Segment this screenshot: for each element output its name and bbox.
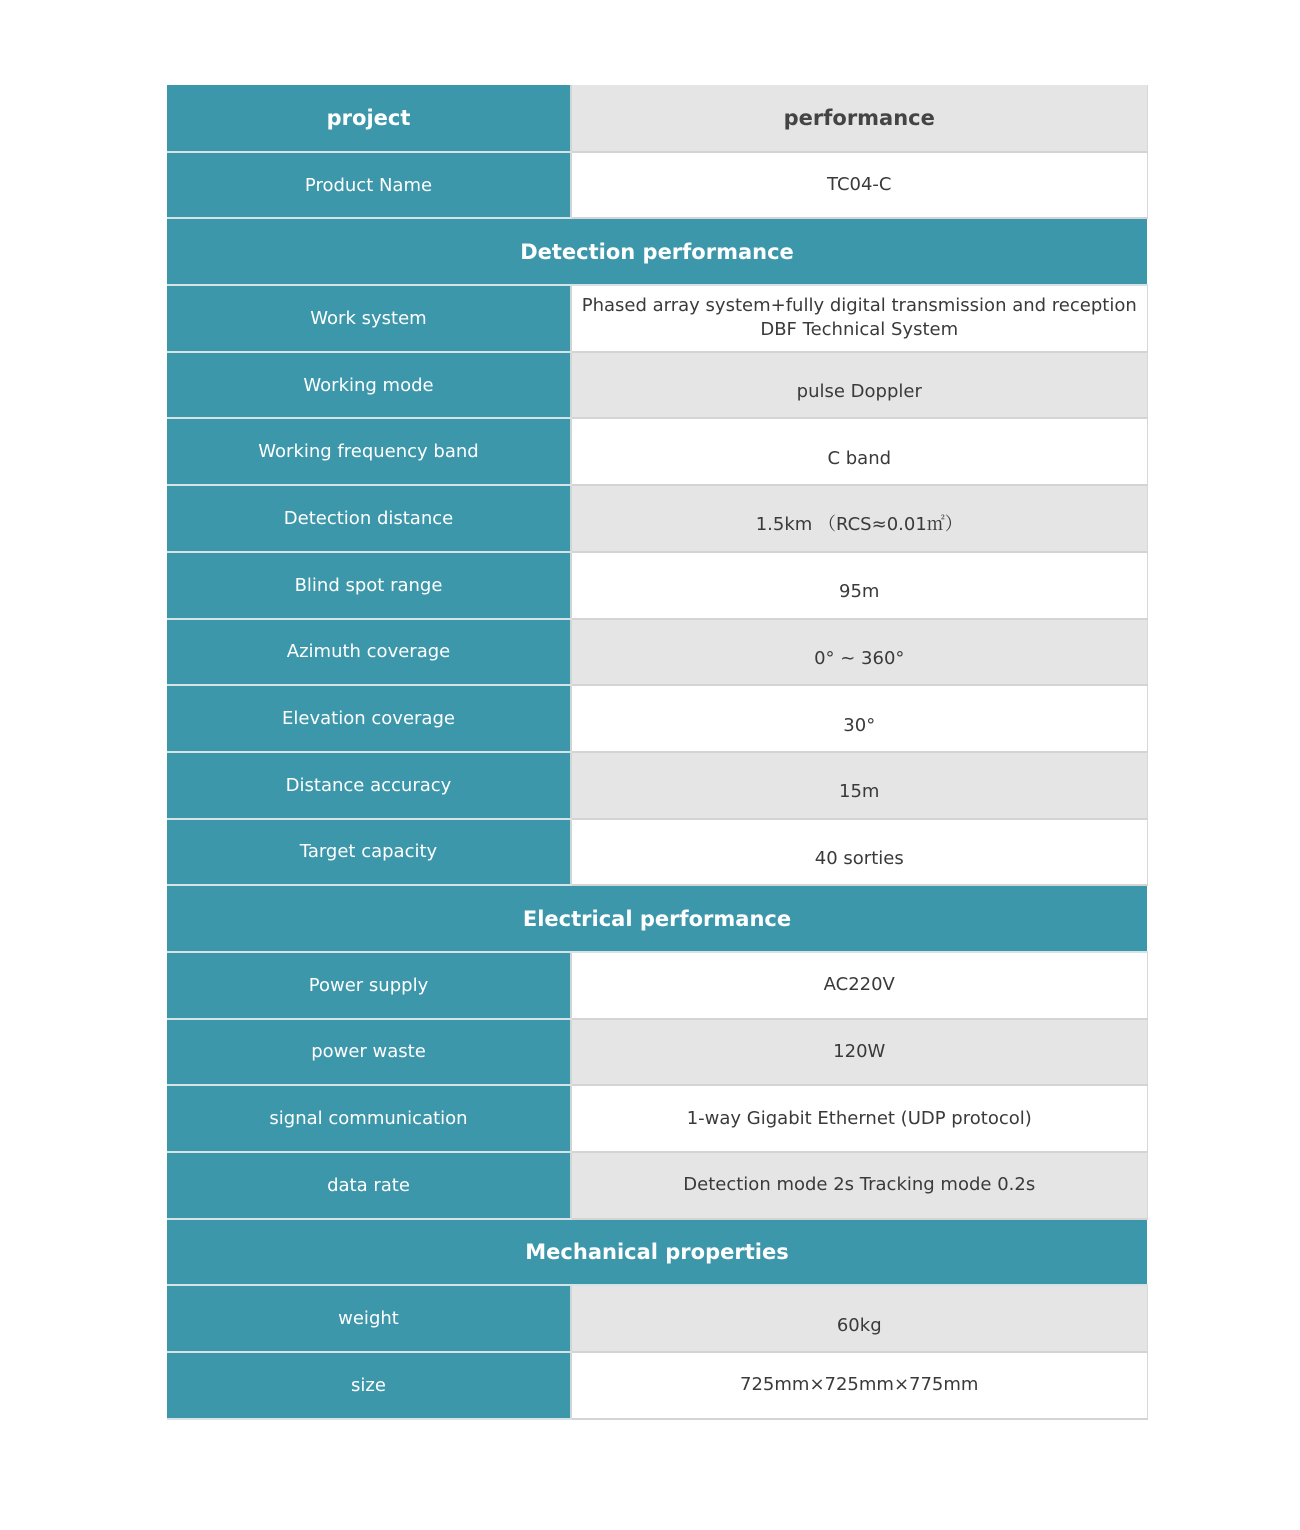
row-value-text: 30°: [843, 714, 876, 736]
row-value-text: pulse Doppler: [796, 381, 922, 403]
row-value: [571, 552, 1147, 619]
row-value: [571, 819, 1147, 886]
row-label: weight: [167, 1285, 571, 1352]
row-value: [571, 485, 1147, 552]
row-label: Detection distance: [167, 485, 571, 552]
product-name-label: Product Name: [167, 152, 571, 219]
row-label: Distance accuracy: [167, 752, 571, 819]
row-value-text: AC220V: [823, 974, 895, 996]
header-performance: performance: [571, 85, 1147, 152]
table-row: [167, 1285, 1147, 1352]
row-value: [571, 619, 1147, 686]
table-row: [167, 418, 1147, 485]
table-row: [167, 685, 1147, 752]
row-value-text: 15m: [839, 781, 880, 803]
header-project: project: [167, 85, 571, 152]
row-label: Target capacity: [167, 819, 571, 886]
row-label: Blind spot range: [167, 552, 571, 619]
table-row: [167, 352, 1147, 419]
row-value: [571, 1085, 1147, 1152]
table-row: [167, 952, 1147, 1019]
section-title-detection: Detection performance: [167, 218, 1147, 285]
row-label: power waste: [167, 1019, 571, 1086]
section-row-mechanical: [167, 1219, 1147, 1286]
table-row: [167, 552, 1147, 619]
row-value: [571, 285, 1147, 352]
table-row: [167, 619, 1147, 686]
row-value: [571, 1152, 1147, 1219]
row-value-text: 1-way Gigabit Ethernet (UDP protocol): [686, 1107, 1032, 1129]
table-row: [167, 819, 1147, 886]
row-value: [571, 1285, 1147, 1352]
section-title-electrical: Electrical performance: [167, 885, 1147, 952]
row-label: Power supply: [167, 952, 571, 1019]
row-value: [571, 1019, 1147, 1086]
row-value-text: 120W: [833, 1040, 886, 1062]
table-row: [167, 485, 1147, 552]
row-value-text: 1.5km （RCS≈0.01㎡）: [755, 514, 963, 536]
row-label: size: [167, 1352, 571, 1419]
spec-table: [167, 85, 1148, 1420]
product-name-text: TC04-C: [827, 174, 892, 196]
row-value-text: C band: [827, 447, 892, 469]
product-name-value: [571, 152, 1147, 219]
row-value: [571, 1352, 1147, 1419]
row-value-text: 0° ~ 360°: [814, 647, 905, 669]
row-value-text: Phased array system+fully digital transmission and reception DBF Technical System: [581, 295, 1137, 341]
row-label: Working mode: [167, 352, 571, 419]
row-value-text: 40 sorties: [814, 847, 904, 869]
table-row: [167, 752, 1147, 819]
table-row: [167, 1019, 1147, 1086]
row-value-text: 95m: [839, 581, 880, 603]
row-value-text: 60kg: [836, 1314, 882, 1336]
row-value: [571, 685, 1147, 752]
section-row-detection: [167, 218, 1147, 285]
row-label: Elevation coverage: [167, 685, 571, 752]
table-row: [167, 1152, 1147, 1219]
row-value: [571, 352, 1147, 419]
row-value: [571, 752, 1147, 819]
section-row-electrical: [167, 885, 1147, 952]
row-label: Azimuth coverage: [167, 619, 571, 686]
row-value-text: 725mm×725mm×775mm: [740, 1374, 979, 1396]
table-row: [167, 1352, 1147, 1419]
header-row: [167, 85, 1147, 152]
section-title-mechanical: Mechanical properties: [167, 1219, 1147, 1286]
row-value-text: Detection mode 2s Tracking mode 0.2s: [683, 1174, 1036, 1196]
table-row: [167, 1085, 1147, 1152]
row-label: data rate: [167, 1152, 571, 1219]
row-label: Work system: [167, 285, 571, 352]
table-row: [167, 285, 1147, 352]
row-value: [571, 952, 1147, 1019]
row-label: Working frequency band: [167, 418, 571, 485]
product-row: [167, 152, 1147, 219]
row-value: [571, 418, 1147, 485]
row-label: signal communication: [167, 1085, 571, 1152]
